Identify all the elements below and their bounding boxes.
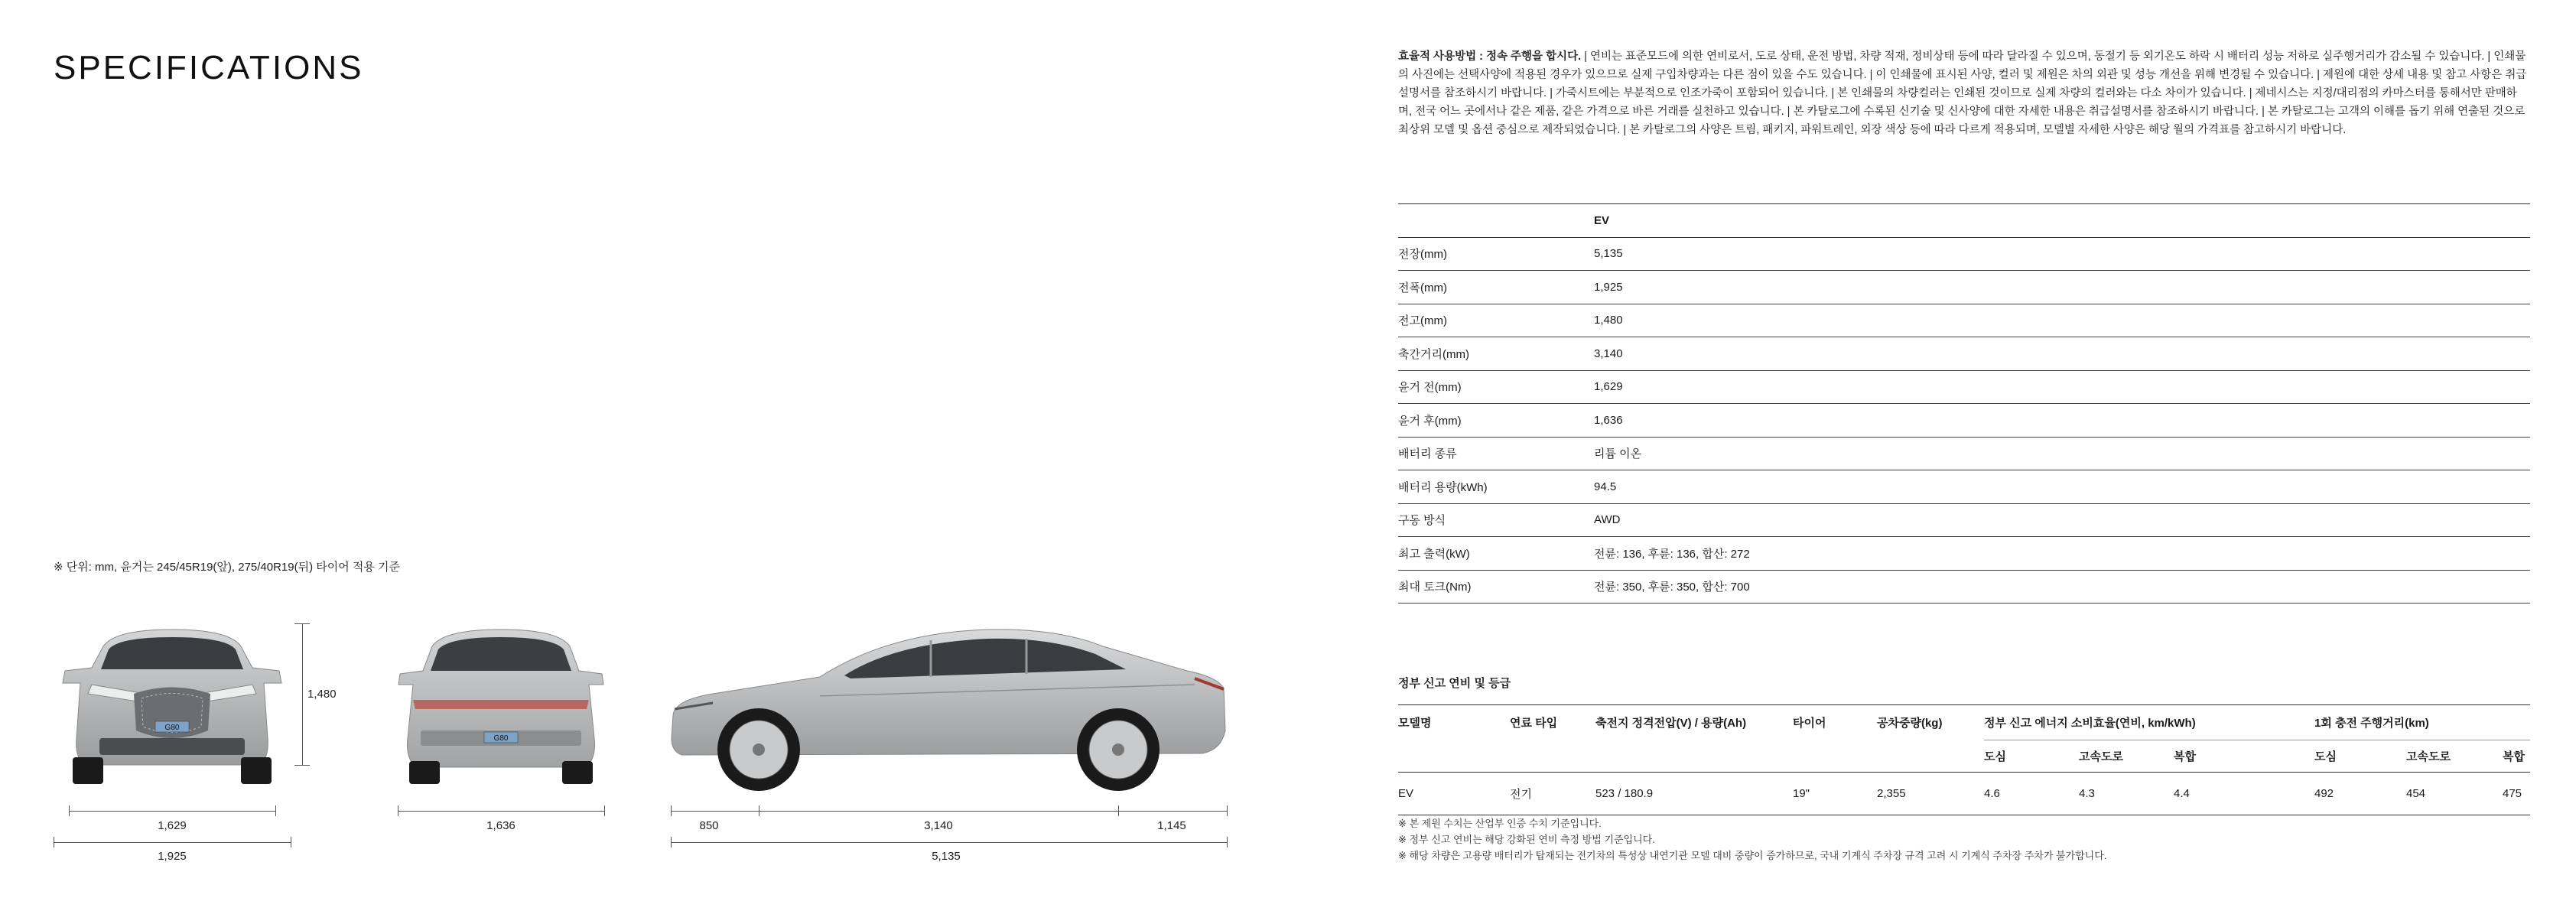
subheader-eff-highway: 고속도로 — [2079, 750, 2123, 763]
side-view — [667, 623, 1233, 863]
header-model: 모델명 — [1398, 717, 1432, 730]
disclaimer-lead: 효율적 사용방법 : 정속 주행을 합시다. — [1398, 50, 1582, 63]
cell-model: EV — [1398, 787, 1414, 800]
rear-tread-label: 1,636 — [486, 819, 516, 832]
subheader-eff-combined: 복합 — [2174, 750, 2196, 763]
header-weight: 공차중량(kg) — [1877, 717, 1943, 730]
spec-value: 1,629 — [1594, 380, 1623, 394]
spec-label: 배터리 종류 — [1398, 447, 1457, 461]
cell-weight: 2,355 — [1877, 787, 1906, 800]
spec-label: 윤거 후(mm) — [1398, 414, 1462, 428]
disclaimer-body: | 연비는 표준모드에 의한 연비로서, 도로 상태, 운전 방법, 차량 적재, 정비상태 등에 따라 달라질 수 있으며, 동절기 등 외기온도 하락 시 배터리 성능 저하로 실주행거리가 감소될 수 있습니다. | 인쇄물의 사진에는 선택사양에 적용된 경우가 있으므로 실제 구입차량과는 다른 점이 있을 수도 있습니다. | 이 인쇄물에 표시된 사양, 컬러 및 제원은 차의 외관 및 성능 개선을 위해 변경될 수 있습니다. | 제원에 대한 상세 내용 및 참고 사항은 취급설명서를 참조하시기 바랍니다. | 가죽시트에는 부분적으로 인조가죽이 포함되어 있습니다. | 본 인쇄물의 차량컬러는 인쇄된 것이므로 실제 차량의 컬러와는 다소 차이가 있습니다. | 제네시스는 지정/대리점의 카마스터를 통해서만 판매하며, 전국 어느 곳에서나 같은 제품, 같은 가격으로 바른 거래를 실천하고 있습니다. | 본 카탈로그에 수록된 신기술 및 신사양에 대한 자세한 내용은 취급설명서를 참조하시기 바랍니다. | 본 카탈로그는 고객의 이해를 돕기 위해 연출된 것으로 최상위 모델 및 옵션 중심으로 제작되었습니다. | 본 카탈로그의 사양은 트림, 패키지, 파워트레인, 외장 색상 등에 따라 다르게 적용되며, 모델별 자세한 사양은 해당 월의 가격표를 참고하시기 바랍니다. — [1398, 50, 2527, 136]
spec-label: 최대 토크(Nm) — [1398, 581, 1472, 594]
table-row — [1398, 470, 2530, 504]
header-battery: 축전지 정격전압(V) / 용량(Ah) — [1595, 717, 1747, 730]
spec-label: 최고 출력(kW) — [1398, 547, 1470, 561]
height-dim-line — [302, 623, 303, 765]
spec-label: 윤거 전(mm) — [1398, 381, 1462, 395]
cell-tire: 19" — [1793, 787, 1810, 800]
header-fuel: 연료 타입 — [1510, 717, 1558, 730]
length-label: 5,135 — [932, 850, 961, 863]
table-row — [1398, 437, 2530, 470]
header-tire: 타이어 — [1793, 717, 1826, 730]
header-range-group: 1회 충전 주행거리(km) — [2314, 717, 2429, 730]
footnote: ※ 해당 차량은 고용량 배터리가 탑재되는 전기차의 특성상 내연기관 모델 대비 중량이 증가하므로, 국내 기계식 주차장 규격 고려 시 기계식 주차장 주차가 불가합니다. — [1398, 850, 2107, 861]
spec-value: AWD — [1594, 513, 1621, 527]
cell-range-combined: 475 — [2503, 787, 2522, 800]
spec-value: 3,140 — [1594, 347, 1623, 360]
front-overhang-label: 850 — [699, 819, 719, 832]
efficiency-table — [1398, 704, 2530, 815]
front-car-image — [46, 623, 298, 799]
table-row — [1398, 304, 2530, 337]
spec-label: 전장(mm) — [1398, 248, 1447, 262]
footnote: ※ 정부 신고 연비는 해당 강화된 연비 측정 방법 기준입니다. — [1398, 834, 1655, 845]
subheader-range-highway: 고속도로 — [2406, 750, 2451, 763]
width-label: 1,925 — [158, 850, 187, 863]
subheader-eff-city: 도심 — [1984, 750, 2006, 763]
length-dim-line — [671, 842, 1227, 843]
cell-fuel: 전기 — [1510, 788, 1532, 801]
spec-value: 5,135 — [1594, 247, 1623, 261]
rear-car-image — [379, 623, 623, 799]
spec-value: 1,925 — [1594, 280, 1623, 294]
spec-value: 94.5 — [1594, 480, 1617, 493]
rear-tread-dim-line — [398, 811, 604, 812]
efficiency-header-row — [1398, 705, 2530, 740]
spec-value: 1,480 — [1594, 314, 1623, 327]
subheader-range-combined: 복합 — [2503, 750, 2525, 763]
table-row — [1398, 337, 2530, 371]
spec-label: 전폭(mm) — [1398, 281, 1447, 294]
disclaimer-text — [1398, 47, 2530, 139]
table-row — [1398, 271, 2530, 304]
spec-value: 리튬 이온 — [1594, 447, 1642, 461]
spec-header-ev: EV — [1594, 213, 1610, 227]
spec-label: 전고(mm) — [1398, 314, 1447, 328]
page-title: SPECIFICATIONS — [54, 49, 364, 86]
cell-eff-highway: 4.3 — [2079, 787, 2095, 800]
rear-badge: G80 — [493, 734, 509, 743]
height-label: 1,480 — [307, 688, 337, 701]
front-tread-label: 1,629 — [158, 819, 187, 832]
side-segments-dim-line — [671, 811, 1227, 812]
front-badge: G80 — [164, 724, 180, 732]
table-row — [1398, 537, 2530, 571]
spec-value: 전륜: 136, 후륜: 136, 합산: 272 — [1594, 547, 1750, 561]
efficiency-title: 정부 신고 연비 및 등급 — [1398, 677, 1511, 690]
subheader-range-city: 도심 — [2314, 750, 2337, 763]
cell-eff-city: 4.6 — [1984, 787, 2000, 800]
spec-label: 배터리 용량(kWh) — [1398, 480, 1488, 494]
table-row — [1398, 503, 2530, 537]
rear-overhang-label: 1,145 — [1157, 819, 1186, 832]
unit-note: ※ 단위: mm, 윤거는 245/45R19(앞), 275/40R19(뒤) 타이어 적용 기준 — [54, 561, 401, 574]
spec-value: 1,636 — [1594, 413, 1623, 427]
wheelbase-label: 3,140 — [924, 819, 953, 832]
table-row — [1398, 370, 2530, 404]
width-dim-line — [54, 842, 291, 843]
spec-label: 축간거리(mm) — [1398, 347, 1469, 361]
cell-range-highway: 454 — [2406, 787, 2426, 800]
front-tread-dim-line — [69, 811, 275, 812]
table-row — [1398, 237, 2530, 271]
front-view — [46, 623, 337, 863]
table-row — [1398, 404, 2530, 438]
footnote: ※ 본 제원 수치는 산업부 인증 수치 기준입니다. — [1398, 818, 1602, 829]
cell-eff-combined: 4.4 — [2174, 787, 2190, 800]
spec-value: 전륜: 350, 후륜: 350, 합산: 700 — [1594, 581, 1750, 594]
table-row — [1398, 773, 2530, 815]
cell-range-city: 492 — [2314, 787, 2334, 800]
side-car-image — [667, 623, 1233, 799]
spec-label: 구동 방식 — [1398, 514, 1446, 528]
rear-view — [379, 623, 623, 838]
spec-table — [1398, 203, 2530, 604]
header-efficiency-group: 정부 신고 에너지 소비효율(연비, km/kWh) — [1984, 717, 2196, 730]
cell-battery: 523 / 180.9 — [1595, 787, 1654, 800]
footnotes — [1398, 815, 2106, 864]
table-row — [1398, 570, 2530, 604]
spec-table-header — [1398, 204, 2530, 238]
